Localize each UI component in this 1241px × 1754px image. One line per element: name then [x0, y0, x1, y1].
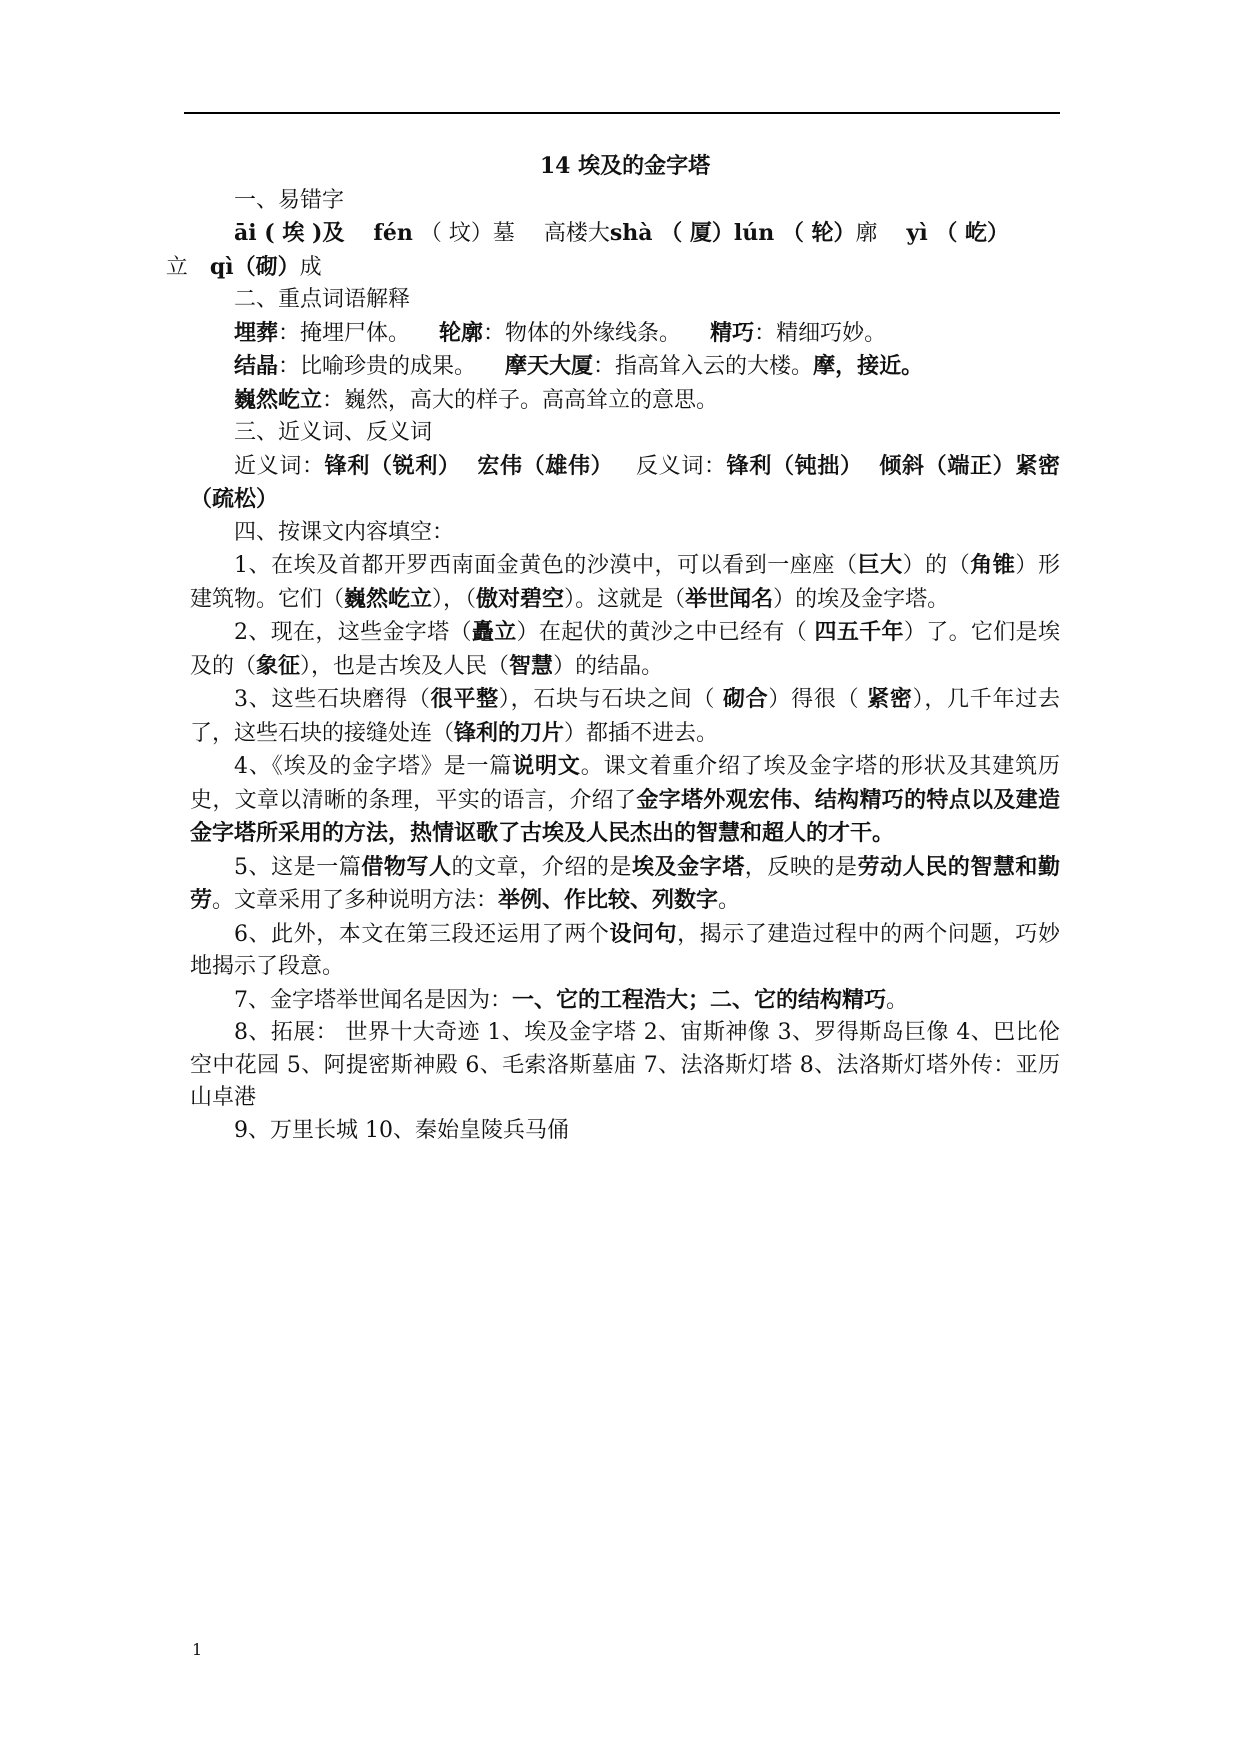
antonym-label: 反义词： — [635, 453, 727, 479]
answer-text: 说明文 — [512, 753, 581, 779]
paragraph-text: ，反映的是 — [744, 854, 858, 880]
paragraph-text: ）。这就是（ — [564, 586, 686, 612]
fill-paragraph-1 — [190, 549, 1060, 616]
paragraph-text: ），也是古埃及人民（ — [300, 653, 510, 679]
fill-paragraph-8: 8、拓展： 世界十大奇迹 1、埃及金字塔 2、宙斯神像 3、罗得斯岛巨像 4、巴比伦空中花园 5、阿提密斯神殿 6、毛索洛斯墓庙 7、法洛斯灯塔 8、法洛斯灯塔外传：亚历山卓港 — [190, 1020, 1060, 1110]
answer-text: 象征 — [256, 652, 301, 679]
answer-text: 举例、作比较、列数字 — [498, 887, 719, 913]
term-weiran: 巍然屹立 — [234, 386, 323, 413]
term-jiejing: 结晶 — [234, 353, 279, 379]
paragraph-text: ）得很（ — [768, 687, 868, 712]
paragraph-text: 7、金字塔举世闻名是因为： — [234, 987, 512, 1013]
typo-fen: fén — [373, 220, 413, 246]
term-line-1 — [190, 317, 1060, 351]
answer-text: 一、它的工程浩大；二、它的结构精巧 — [512, 986, 887, 1013]
paragraph-text: ）的（ — [902, 553, 971, 578]
def-weiran: ：巍然，高大的样子。高高耸立的意思。 — [322, 387, 719, 413]
def-maizang: ：掩埋尸体。 — [278, 320, 411, 346]
page-title: 14 埃及的金字塔 — [539, 153, 711, 179]
fill-paragraph-7 — [190, 984, 1060, 1018]
paragraph-text: 的文章，介绍的是 — [451, 854, 632, 880]
answer-text: 巨大 — [857, 552, 903, 578]
typo-li: 立 — [165, 254, 188, 280]
section-heading-3: 三、近义词、反义词 — [234, 420, 433, 445]
typo-ai: āi ( 埃 )及 — [234, 220, 345, 246]
fill-paragraph-2 — [190, 616, 1060, 683]
section-heading-2: 二、重点词语解释 — [234, 287, 411, 312]
paragraph-text: ）都插不进去。 — [564, 720, 719, 746]
paragraph-text: ）形建筑物。它们（ — [190, 553, 1060, 612]
typo-words-line2 — [165, 251, 1060, 285]
paragraph-text: ），石块与石块之间（ — [498, 687, 723, 712]
def-lunkuo: ：物体的外缘线条。 — [483, 320, 682, 346]
fill-paragraph-5 — [190, 851, 1060, 918]
term-line-2 — [190, 350, 1060, 384]
typo-cheng: 成 — [299, 254, 322, 280]
answer-text: 举世闻名 — [685, 585, 774, 612]
paragraph-text: 。课文着重介绍了埃及金字塔的形状及其建筑历史，文章以清晰的条理，平实的语言，介绍了 — [190, 754, 1060, 813]
paragraph-text: ）的埃及金字塔。 — [773, 586, 950, 612]
answer-text: 借物写人 — [361, 853, 452, 880]
paragraph-text: 1、在埃及首都开罗西南面金黄色的沙漠中，可以看到一座座（ — [234, 553, 858, 578]
def-jingqiao: ：精细巧妙。 — [754, 320, 887, 346]
answer-text: 砌合 — [722, 686, 769, 712]
paragraph-text: ）在起伏的黄沙之中已经有（ — [516, 620, 815, 645]
term-jingqiao: 精巧 — [710, 319, 755, 346]
typo-yi: yì （ 屹） — [906, 220, 1010, 246]
page-number: 1 — [192, 1640, 203, 1659]
answer-text: 紧密 — [867, 686, 913, 712]
synonym-label: 近义词： — [234, 453, 325, 479]
answer-text: 矗立 — [471, 619, 517, 645]
document-body — [165, 150, 1060, 1147]
paragraph-text: 。文章采用了多种说明方法： — [212, 888, 499, 913]
header-rule — [184, 112, 1060, 114]
paragraph-text: 。 — [886, 987, 909, 1013]
paragraph-text: ）的结晶。 — [553, 653, 664, 679]
paragraph-text: 2、现在，这些金字塔（ — [234, 620, 472, 645]
answer-text: 四五千年 — [814, 619, 904, 645]
typo-kuo: 廓 — [855, 221, 878, 246]
def-mo: 摩，接近。 — [813, 353, 924, 379]
fill-paragraph-9: 9、万里长城 10、秦始皇陵兵马俑 — [234, 1117, 569, 1143]
paragraph-text: ），（ — [432, 586, 477, 612]
answer-text: 智慧 — [509, 652, 554, 679]
typo-sha-lun: shà （ 厦）lún （ 轮） — [609, 220, 856, 246]
term-maizang: 埋葬 — [234, 319, 279, 346]
paragraph-text: 5、这是一篇 — [234, 854, 362, 880]
term-lunkuo: 轮廓 — [439, 319, 484, 346]
term-line-3 — [190, 384, 1060, 418]
typo-words — [190, 217, 1060, 251]
paragraph-text: ）了。它们是埃及的（ — [190, 620, 1060, 679]
typo-gaolou: 高楼大 — [543, 221, 610, 246]
answer-text: 设问句 — [609, 920, 678, 947]
answer-text: 锋利的刀片 — [454, 719, 565, 746]
answer-text: 角锥 — [970, 552, 1016, 578]
term-motian: 摩天大厦 — [505, 353, 594, 379]
paragraph-text: 3、这些石块磨得（ — [234, 687, 431, 712]
answer-text: 傲对碧空 — [476, 585, 565, 612]
fill-paragraph-6 — [190, 918, 1060, 984]
answer-text: 巍然屹立 — [344, 585, 433, 612]
answer-text: 很平整 — [430, 686, 499, 712]
synonym-list: 锋利（锐利） 宏伟（雄伟） — [324, 452, 614, 479]
paragraph-text: ，揭示了建造过程中的两个问题，巧妙地揭示了段意。 — [190, 921, 1060, 979]
fill-paragraph-4 — [190, 750, 1060, 851]
answer-text: 埃及金字塔 — [631, 853, 745, 880]
paragraph-text: 4、《埃及的金字塔》是一篇 — [234, 754, 513, 779]
answer-text: 劳动人民的智慧和勤劳 — [190, 853, 1060, 913]
def-jiejing: ：比喻珍贵的成果。 — [278, 354, 477, 379]
def-motian: ：指高耸入云的大楼。 — [593, 354, 814, 379]
paragraph-text: ），几千年过去了，这些石块的接缝处连（ — [190, 687, 1060, 746]
answer-text: 金字塔外观宏伟、结构精巧的特点以及建造金字塔所采用的方法，热情讴歌了古埃及人民杰出的智慧和超人的才干。 — [190, 786, 1060, 846]
antonym-list: 锋利（钝拙） 倾斜（端正）紧密（疏松） — [190, 452, 1060, 512]
typo-qi: qì（砌） — [209, 253, 300, 280]
typo-fen-char: （ 坟）墓 — [419, 221, 515, 246]
fill-paragraph-3 — [190, 683, 1060, 750]
synonym-antonym — [190, 450, 1060, 517]
paragraph-text: 6、此外，本文在第三段还运用了两个 — [234, 921, 610, 947]
paragraph-text: 。 — [718, 888, 741, 913]
section-heading-1: 一、易错字 — [234, 187, 345, 213]
section-heading-4: 四、按课文内容填空： — [234, 519, 455, 545]
